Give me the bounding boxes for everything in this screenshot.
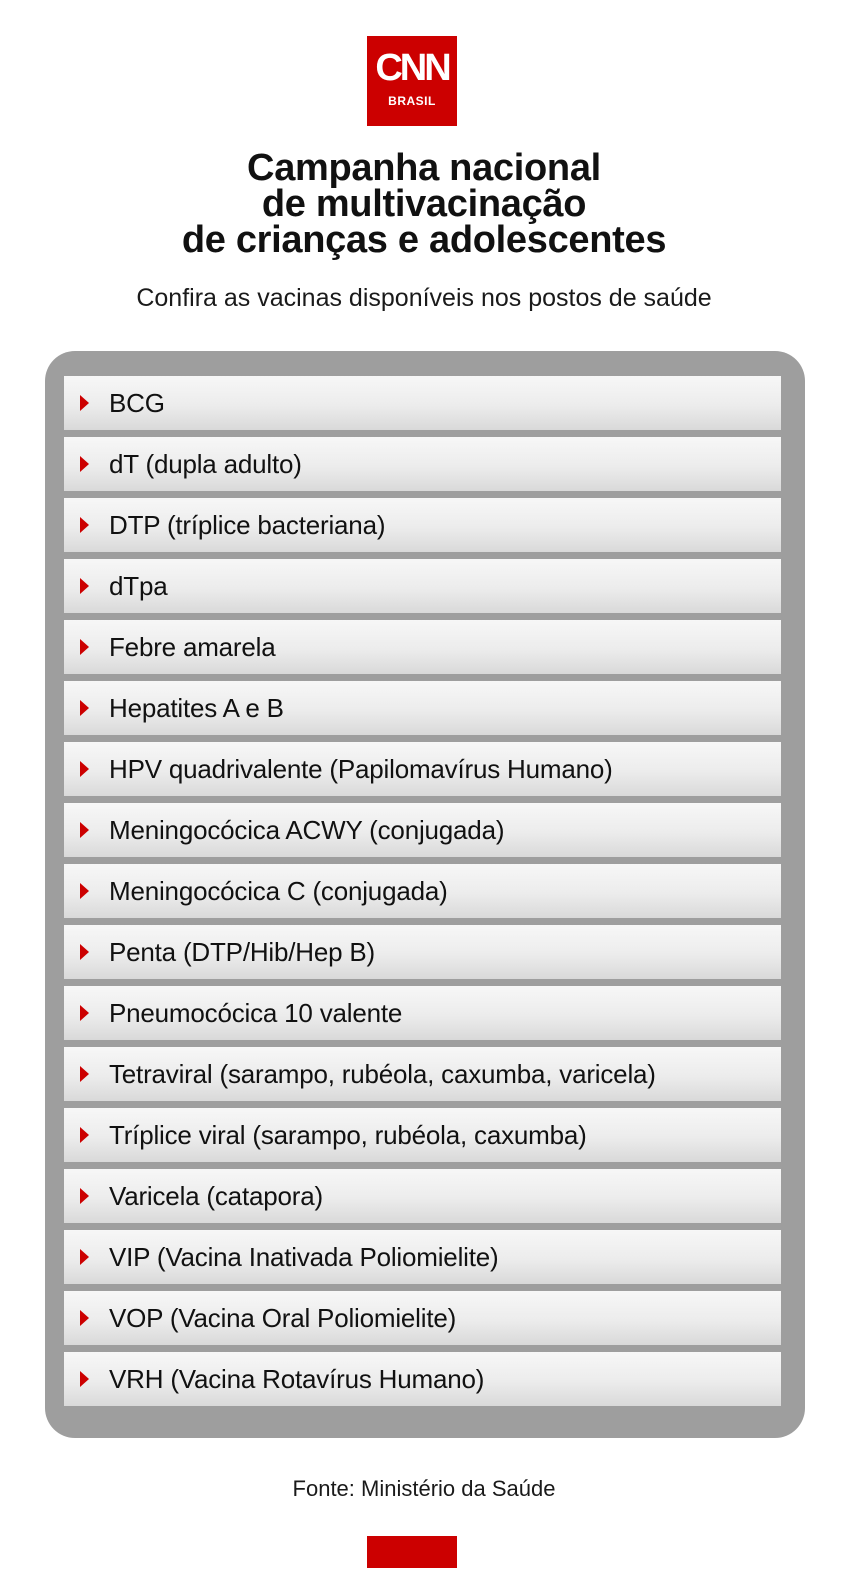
play-triangle-icon (80, 1371, 89, 1387)
title-line: de crianças e adolescentes (181, 219, 667, 261)
vaccine-label: Tetraviral (sarampo, rubéola, caxumba, varicela) (109, 1059, 656, 1089)
play-triangle-icon (80, 1066, 89, 1082)
play-triangle-icon (80, 944, 89, 960)
vaccine-label: VIP (Vacina Inativada Poliomielite) (109, 1242, 499, 1272)
vaccine-label: Varicela (catapora) (109, 1181, 323, 1211)
vaccine-label: Tríplice viral (sarampo, rubéola, caxumba) (109, 1120, 587, 1150)
vaccine-list-item (64, 620, 781, 674)
play-triangle-icon (80, 1310, 89, 1326)
vaccine-list-item (64, 1352, 781, 1406)
vaccine-list-item (64, 1291, 781, 1345)
logo-sub-text: BRASIL (388, 94, 436, 108)
vaccine-list-panel (45, 351, 805, 1438)
vaccine-list-item (64, 437, 781, 491)
vaccine-list-item (64, 1169, 781, 1223)
vaccine-label: Meningocócica C (conjugada) (109, 876, 448, 906)
vaccine-list-item (64, 1047, 781, 1101)
vaccine-label: BCG (109, 388, 165, 418)
page-title (40, 147, 808, 261)
vaccine-list-item (64, 1108, 781, 1162)
footer-brand-bar (367, 1536, 457, 1568)
vaccine-list-item (64, 986, 781, 1040)
vaccine-list-item (64, 864, 781, 918)
play-triangle-icon (80, 1127, 89, 1143)
play-triangle-icon (80, 1188, 89, 1204)
play-triangle-icon (80, 822, 89, 838)
vaccine-label: dT (dupla adulto) (109, 449, 302, 479)
title-line: de multivacinação (261, 183, 587, 225)
vaccine-list (64, 376, 781, 1413)
vaccine-label: Penta (DTP/Hib/Hep B) (109, 937, 376, 967)
vaccine-label: Hepatites A e B (109, 693, 284, 723)
vaccine-label: Febre amarela (109, 632, 276, 662)
vaccine-list-item (64, 498, 781, 552)
logo-brand-text: CNN (375, 47, 449, 89)
play-triangle-icon (80, 761, 89, 777)
cnn-brasil-logo (367, 36, 457, 126)
vaccine-list-item (64, 1230, 781, 1284)
vaccine-list-item (64, 925, 781, 979)
vaccine-list-item (64, 681, 781, 735)
play-triangle-icon (80, 639, 89, 655)
title-line: Campanha nacional (247, 147, 601, 189)
play-triangle-icon (80, 395, 89, 411)
vaccine-label: Meningocócica ACWY (conjugada) (109, 815, 505, 845)
play-triangle-icon (80, 456, 89, 472)
play-triangle-icon (80, 1005, 89, 1021)
vaccine-list-item (64, 803, 781, 857)
vaccine-label: dTpa (109, 571, 168, 601)
play-triangle-icon (80, 578, 89, 594)
vaccine-label: HPV quadrivalente (Papilomavírus Humano) (109, 754, 613, 784)
vaccine-list-item (64, 559, 781, 613)
play-triangle-icon (80, 1249, 89, 1265)
vaccine-list-item (64, 376, 781, 430)
play-triangle-icon (80, 517, 89, 533)
vaccine-list-item (64, 742, 781, 796)
vaccine-label: VOP (Vacina Oral Poliomielite) (109, 1303, 457, 1333)
vaccine-label: VRH (Vacina Rotavírus Humano) (109, 1364, 485, 1394)
page-subtitle: Confira as vacinas disponíveis nos postos de saúde (136, 284, 712, 312)
source-credit: Fonte: Ministério da Saúde (292, 1476, 556, 1501)
play-triangle-icon (80, 700, 89, 716)
play-triangle-icon (80, 883, 89, 899)
vaccine-label: Pneumocócica 10 valente (109, 998, 403, 1028)
vaccine-label: DTP (tríplice bacteriana) (109, 510, 386, 540)
